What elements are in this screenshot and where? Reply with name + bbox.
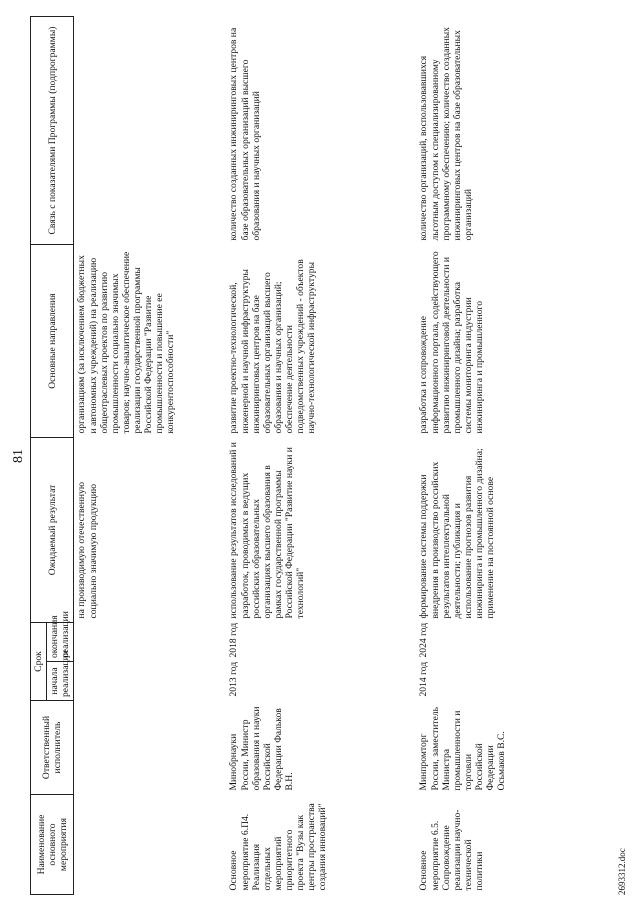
header-start: начала реализации — [47, 662, 74, 701]
table-row — [74, 17, 227, 895]
cell-executor: Минпромторг России, заместитель Министра промышленности и торговли Российской Федерации Осьмаков В.С. — [418, 706, 508, 791]
cell-executor — [74, 701, 227, 795]
cell-start: 2013 год — [228, 661, 240, 697]
cell-end — [74, 623, 227, 662]
table-header-row — [31, 17, 47, 895]
header-link: Связь с показателями Программы (подпрограммы) — [31, 17, 74, 245]
header-name: Наименование основного мероприятия — [31, 795, 74, 895]
page-number: 81 — [11, 449, 26, 463]
cell-result: использование результатов исследований и разработок, проводимых в ведущих российских образовательных организациях высшего образования в рамках государственной программы Российской Федерации "Развитие науки и технологий" — [228, 442, 307, 619]
header-directions: Основные направления — [31, 245, 74, 438]
cell-directions: организациям (за исключением бюджетных и автономных учреждений) на реализацию общеотраслевых проектов по развитию промышленности социально значимых товаров; научно-аналитическое обеспечение реализации государственной программы Российской Федерации "Развитие промышленности и повышение ее конкурентоспособности" — [76, 251, 177, 434]
cell-name: Основное мероприятие 6.5. Сопровождение реализации научно-технической политики — [418, 809, 485, 891]
cell-end: 2024 год — [418, 622, 430, 658]
cell-executor: Минобрнауки России, Министр образования и науки Российской Федерации Фальков В.Н. — [228, 706, 295, 791]
cell-end: 2018 год — [228, 622, 240, 658]
header-executor: Ответственный исполнитель — [31, 701, 74, 795]
footer-filename: 2693312.doc — [617, 848, 627, 895]
measures-table — [30, 16, 580, 895]
cell-name — [74, 795, 227, 895]
cell-result: на производимую отечественную социально значимую продукцию — [76, 482, 99, 619]
header-end: окончания реализации — [47, 623, 74, 662]
table-row — [226, 17, 416, 895]
table-row — [416, 17, 580, 895]
cell-result: формирование системы поддержки внедрения в производство российских результатов интеллектуальной деятельности; публикация и использование прогнозов развития инжиниринга и промышленного дизайна; применение на постоянной основе — [418, 448, 497, 619]
cell-directions: разработка и сопровождение информационного портала, содействующего развитию инжиниринговой деятельности и промышленного дизайна; разработка системы мониторинга индустрии инжиниринга и промышленного — [418, 251, 485, 434]
cell-link — [74, 17, 227, 245]
cell-link: количество созданных инжиниринговых центров на базе образовательных организаций высшего образования и научных организаций — [228, 27, 262, 241]
cell-start — [74, 662, 227, 701]
cell-link: количество организаций, воспользовавшихся льготным доступом к специализированному программному обеспечению; количество созданных инжиниринговых центров на базе образовательных организаций — [418, 27, 474, 241]
cell-directions: развитие проектно-технологической, инженерной и научной инфраструктуры инжиниринговых центров на базе образовательных организаций высшего образования и научных организаций; обеспечение деятельности подведомственных учреждений - объектов научно-технологической инфраструктуры — [228, 259, 318, 434]
header-term: Срок — [31, 623, 47, 701]
cell-name: Основное мероприятие 6.П4. Реализация отдельных мероприятий приоритетного проекта "Вузы как центры пространства создания инноваций" — [228, 803, 329, 891]
cell-start: 2014 год — [418, 661, 430, 697]
header-result: Ожидаемый результат — [31, 438, 74, 623]
